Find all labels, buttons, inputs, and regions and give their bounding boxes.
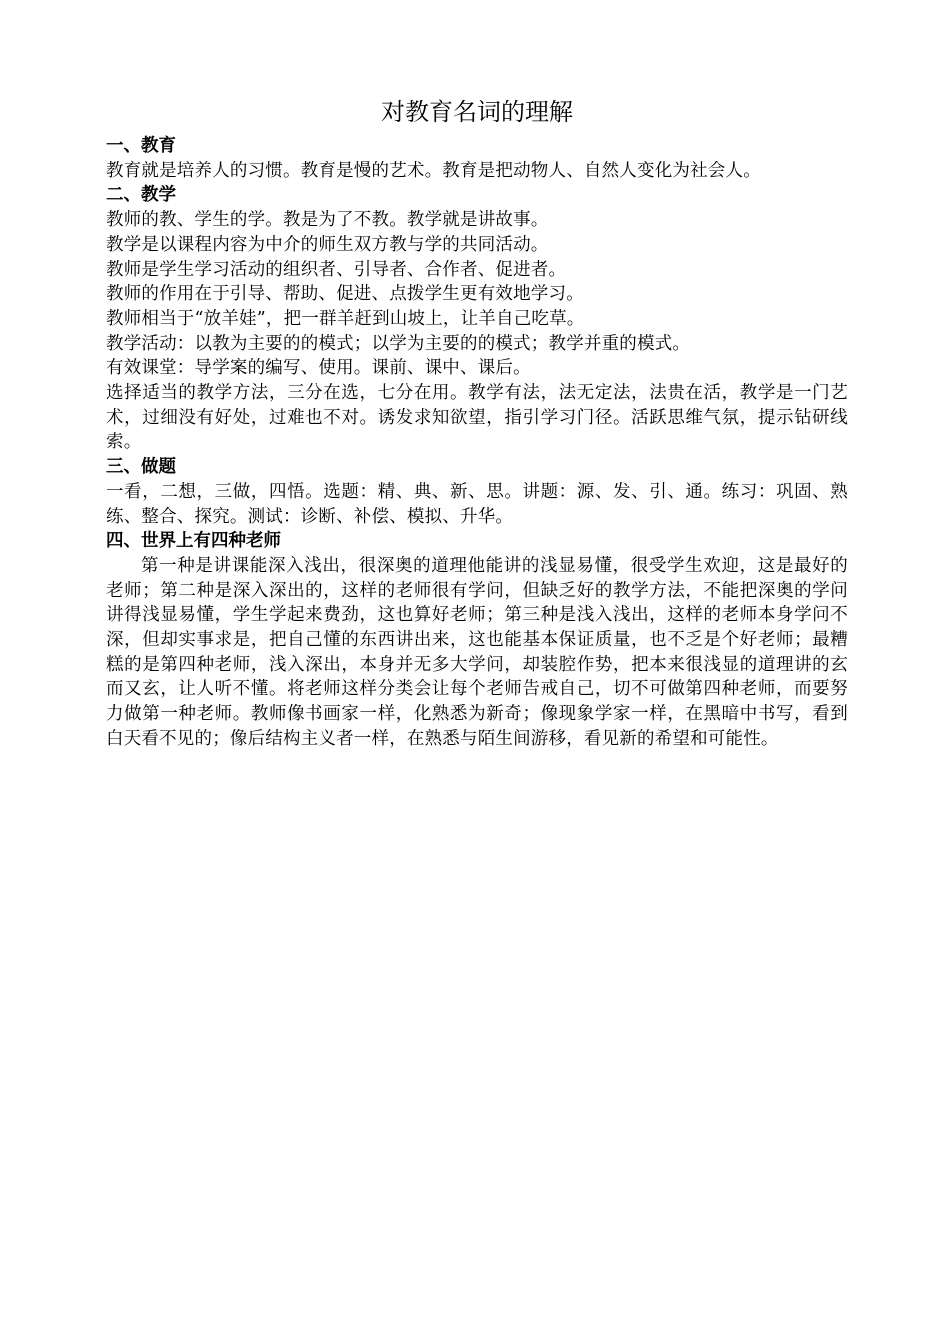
paragraph: 第一种是讲课能深入浅出，很深奥的道理他能讲的浅显易懂，很受学生欢迎，这是最好的老师；第二种是深入深出的，这样的老师很有学问，但缺乏好的教学方法，不能把深奥的学问讲得浅显易懂，学生学起来费劲，这也算好老师；第三种是浅入浅出，这样的老师本身学问不深，但却实事求是，把自己懂的东西讲出来，这也能基本保证质量，也不乏是个好老师；最糟糕的是第四种老师，浅入深出，本身并无多大学问，却装腔作势，把本来很浅显的道理讲的玄而又玄，让人听不懂。将老师这样分类会让每个老师告戒自己，切不可做第四种老师，而要努力做第一种老师。教师像书画家一样，化熟悉为新奇；像现象学家一样，在黑暗中书写，看到白天看不见的；像后结构主义者一样，在熟悉与陌生间游移，看见新的希望和可能性。 <box>106 555 848 749</box>
document-page <box>106 92 848 752</box>
paragraph: 教师是学生学习活动的组织者、引导者、合作者、促进者。 <box>106 259 567 280</box>
section-education <box>106 134 848 183</box>
section-heading: 三、做题 <box>106 457 176 478</box>
section-problem-solving <box>106 455 848 529</box>
paragraph: 教学活动：以教为主要的的模式；以学为主要的的模式；教学并重的模式。 <box>106 333 691 354</box>
section-heading: 一、教育 <box>106 136 176 156</box>
paragraph: 教育就是培养人的习惯。教育是慢的艺术。教育是把动物人、自然人变化为社会人。 <box>106 160 761 181</box>
paragraph: 有效课堂：导学案的编写、使用。课前、课中、课后。 <box>106 358 531 379</box>
paragraph: 一看，二想，三做，四悟。选题：精、典、新、思。讲题：源、发、引、通。练习：巩固、熟练、整合、探究。测试：诊断、补偿、模拟、升华。 <box>106 481 848 527</box>
paragraph: 选择适当的教学方法，三分在选，七分在用。教学有法，法无定法，法贵在活，教学是一门艺术，过细没有好处，过难也不对。诱发求知欲望，指引学习门径。活跃思维气氛，提示钻研线索。 <box>106 383 848 453</box>
section-four-teachers <box>106 529 848 751</box>
document-title: 对教育名词的理解 <box>381 98 573 126</box>
paragraph: 教师的作用在于引导、帮助、促进、点拨学生更有效地学习。 <box>106 284 584 305</box>
section-heading: 四、世界上有四种老师 <box>106 531 281 552</box>
section-heading: 二、教学 <box>106 185 176 206</box>
paragraph: 教学是以课程内容为中介的师生双方教与学的共同活动。 <box>106 234 549 255</box>
section-teaching <box>106 183 848 455</box>
paragraph: 教师相当于“放羊娃”，把一群羊赶到山坡上，让羊自己吃草。 <box>106 308 585 329</box>
paragraph: 教师的教、学生的学。教是为了不教。教学就是讲故事。 <box>106 210 549 231</box>
